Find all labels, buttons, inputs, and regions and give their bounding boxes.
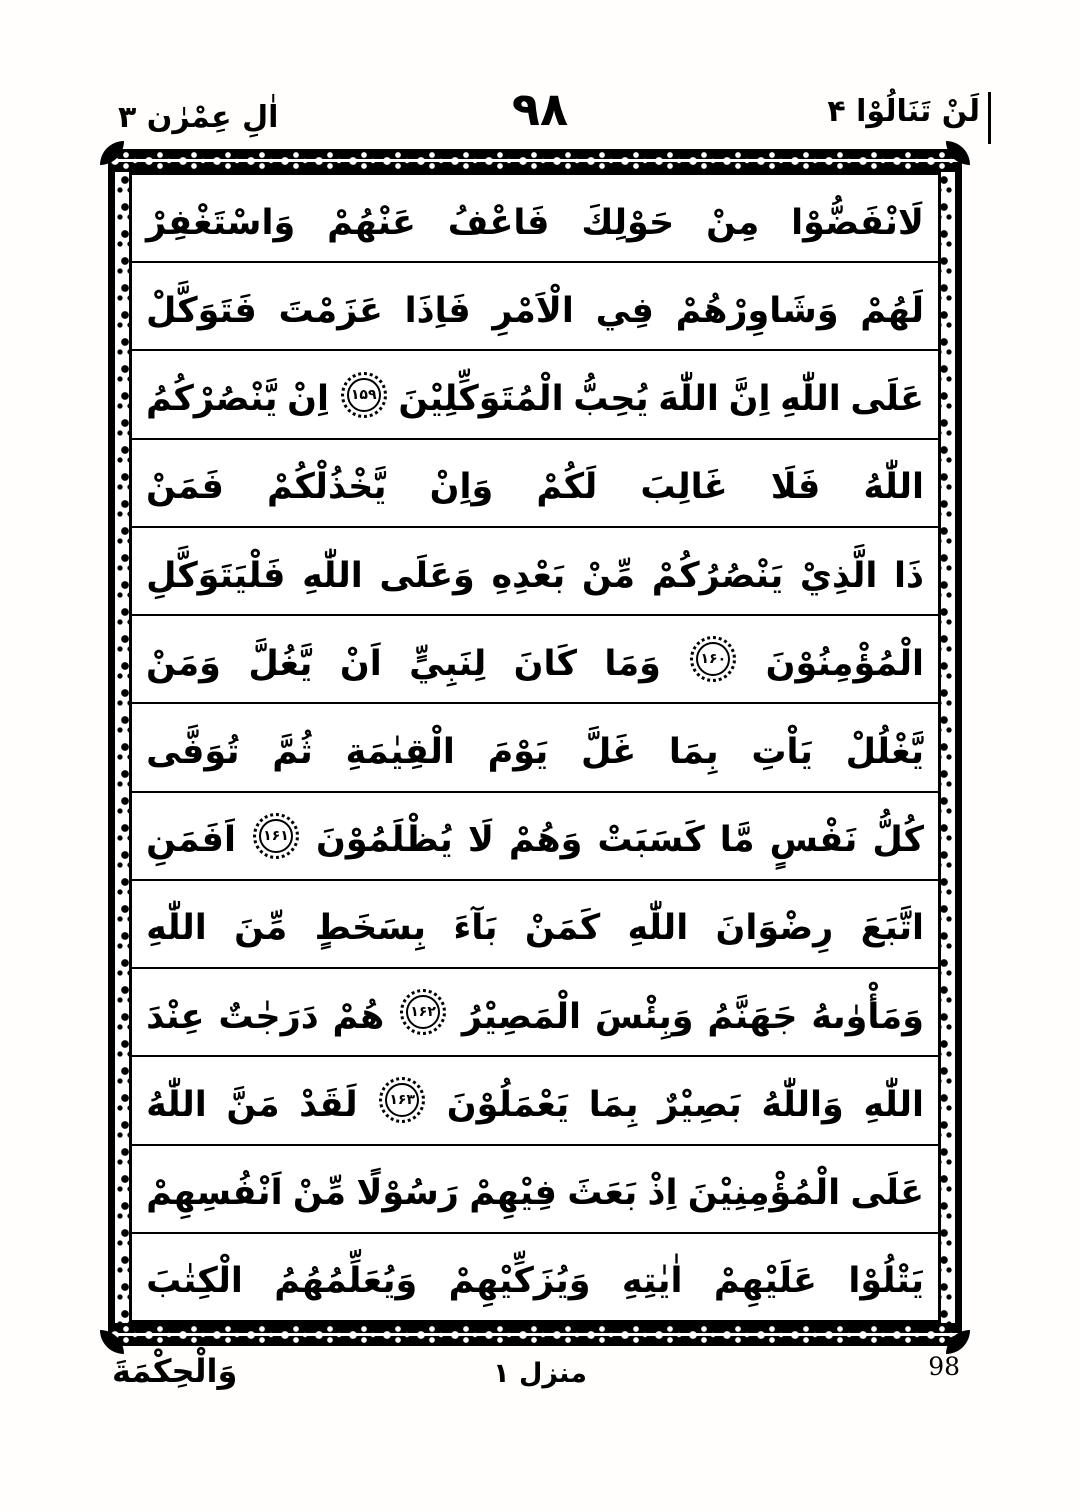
quran-word: كُلُّ <box>872 820 924 861</box>
header-surah-title: اٰلِ عِمْرٰن ۳ <box>118 100 279 135</box>
quran-word: الْقِيٰمَةِ <box>345 732 455 773</box>
quran-line-text <box>146 196 924 241</box>
quran-word: وَعَلَى <box>379 555 475 596</box>
footer-page-number-latin: 98 <box>928 1352 960 1381</box>
quran-word: مَنَّ <box>226 1084 280 1125</box>
quran-line-8 <box>132 793 938 881</box>
quran-word: يَعْمَلُوْنَ <box>446 1084 570 1125</box>
header-juz-title: لَنْ تَنَالُوْا ۴ <box>827 94 980 129</box>
quran-word: مِّنَ <box>234 908 288 949</box>
quran-line-4 <box>132 440 938 528</box>
quran-text-area <box>129 172 941 1323</box>
quran-word: الَّذِيْ <box>799 555 878 596</box>
quran-line-text <box>146 636 924 682</box>
quran-word: يَّنْصُرْكُمُ <box>146 379 278 420</box>
quran-word: وَبِئْسَ <box>594 996 694 1037</box>
ayah-number: ۱۶۰ <box>696 642 730 676</box>
quran-word: بَآءَ <box>453 908 498 949</box>
ayah-end-medallion <box>341 372 387 418</box>
quran-word: فِيْهِمْ <box>469 1173 557 1214</box>
ayah-number: ۱۶۱ <box>259 819 293 853</box>
quran-word: وَهُمْ <box>508 820 583 861</box>
quran-word: وَمَا <box>604 643 661 684</box>
quran-word: كَمَنْ <box>524 908 601 949</box>
quran-word: اللّٰهِ <box>146 908 207 949</box>
quran-word: يَاْتِ <box>751 732 813 773</box>
quran-word: اِنْ <box>287 379 330 420</box>
quran-word: وَمَنْ <box>146 643 221 684</box>
quran-word: عَلَى <box>850 379 924 420</box>
quran-word: بِمَا <box>668 732 719 773</box>
ayah-number: ۱۶۳ <box>385 1083 419 1117</box>
quran-line-7 <box>132 704 938 792</box>
quran-line-text <box>146 460 924 508</box>
quran-word: فَتَوَكَّلْ <box>146 290 257 331</box>
quran-line-text <box>146 549 924 594</box>
ornamental-frame <box>108 149 962 1346</box>
frame-bottom-band <box>108 1323 962 1346</box>
quran-word: كَانَ <box>513 643 577 684</box>
quran-word: عَزَمْتَ <box>278 290 383 331</box>
quran-line-text <box>146 901 924 949</box>
quran-word: بَعْدِهِ <box>491 555 566 596</box>
ayah-number: ۱۶۲ <box>406 995 440 1029</box>
quran-word: اللّٰهُ <box>146 1084 207 1125</box>
quran-line-11 <box>132 1057 938 1145</box>
quran-line-text <box>146 284 924 329</box>
quran-word: الْكِتٰبَ <box>146 1261 243 1302</box>
quran-word: اَفَمَنِ <box>146 820 236 861</box>
quran-word: لِنَبِيٍّ <box>409 643 487 684</box>
quran-word: الْمُؤْمِنُوْنَ <box>765 643 924 684</box>
quran-word: جَهَنَّمُ <box>707 996 798 1037</box>
quran-word: نَفْسٍ <box>769 820 858 861</box>
quran-word: اللّٰهَ <box>658 379 719 420</box>
quran-line-text <box>146 725 924 773</box>
quran-word: اَنْ <box>339 643 382 684</box>
quran-word: يَتْلُوْا <box>848 1261 924 1302</box>
quran-word: فَمَنْ <box>146 467 224 508</box>
quran-word: اٰيٰتِهِ <box>621 1261 683 1302</box>
quran-word: مِنْ <box>706 202 760 243</box>
quran-word: اتَّبَعَ <box>860 908 924 949</box>
quran-word: غَلَّ <box>581 732 637 773</box>
quran-word: يُظْلَمُوْنَ <box>316 820 453 861</box>
quran-word: هُمْ <box>332 996 385 1037</box>
frame-top-band <box>108 149 962 172</box>
quran-word: وَاِنْ <box>429 467 494 508</box>
quran-line-6 <box>132 616 938 704</box>
quran-word: بِسَخَطٍ <box>314 908 427 949</box>
quran-line-12 <box>132 1146 938 1234</box>
header-edge-mark <box>988 92 991 144</box>
quran-word: وَاللّٰهُ <box>761 1084 844 1125</box>
quran-word: حَوْلِكَ <box>581 202 675 243</box>
quran-word: فَلَا <box>770 467 821 508</box>
quran-line-5 <box>132 528 938 616</box>
quran-word: وَيُعَلِّمُهُمُ <box>274 1261 418 1302</box>
quran-line-13 <box>132 1234 938 1320</box>
quran-line-text <box>146 1077 924 1123</box>
quran-line-text <box>146 1166 924 1214</box>
quran-word: مَّا <box>719 820 755 861</box>
quran-word: فَاعْفُ <box>447 202 550 243</box>
quran-line-9 <box>132 881 938 969</box>
quran-line-2 <box>132 263 938 351</box>
quran-word: فِي <box>595 290 654 331</box>
quran-word: يَّغْلُلْ <box>845 732 924 773</box>
quran-word: دَرَجٰتٌ <box>218 996 319 1037</box>
quran-word: اللّٰهِ <box>780 379 841 420</box>
quran-word: اَنْفُسِهِمْ <box>146 1173 283 1214</box>
quran-word: بِمَا <box>588 1084 639 1125</box>
quran-word: لَقَدْ <box>299 1084 358 1125</box>
quran-word: اللّٰهِ <box>863 1084 924 1125</box>
quran-word: اللّٰهُ <box>863 467 924 508</box>
quran-line-1 <box>132 175 938 263</box>
ayah-end-medallion <box>379 1077 425 1123</box>
quran-word: وَاسْتَغْفِرْ <box>146 202 296 243</box>
quran-word: عَنْهُمْ <box>327 202 416 243</box>
quran-line-text <box>146 1254 924 1302</box>
quran-word: ثُمَّ <box>272 732 313 773</box>
quran-word: يَوْمَ <box>487 732 549 773</box>
ayah-number: ۱۵۹ <box>347 378 381 412</box>
quran-word: مِّنْ <box>581 555 636 596</box>
quran-word: رِضْوَانَ <box>715 908 834 949</box>
quran-line-3 <box>132 351 938 439</box>
ayah-end-medallion <box>400 989 446 1035</box>
quran-word: لَا <box>467 820 494 861</box>
quran-word: الْمَصِيْرُ <box>461 996 582 1037</box>
footer-manzil-label: منزل ۱ <box>493 1358 587 1389</box>
quran-word: غَالِبَ <box>640 467 728 508</box>
quran-word: اللّٰهِ <box>302 555 363 596</box>
quran-word: فَلْيَتَوَكَّلِ <box>146 555 286 596</box>
ayah-end-medallion <box>690 636 736 682</box>
quran-word: لَهُمْ <box>860 290 924 331</box>
header-page-number-arabic: ۹۸ <box>511 82 569 136</box>
quran-word: عَلَيْهِمْ <box>713 1261 817 1302</box>
quran-word: الْاَمْرِ <box>492 290 574 331</box>
quran-word: لَانْفَضُّوْا <box>791 202 924 243</box>
quran-word: يَّخْذُلْكُمْ <box>267 467 387 508</box>
quran-line-text <box>146 989 924 1035</box>
quran-word: وَشَاوِرْهُمْ <box>675 290 839 331</box>
quran-word: عَلَى <box>850 1173 924 1214</box>
quran-word: ذَا <box>894 555 924 596</box>
footer-catchword: وَالْحِكْمَةَ <box>112 1352 238 1390</box>
quran-word: يَّغُلَّ <box>248 643 313 684</box>
quran-word: يُحِبُّ <box>573 379 649 420</box>
quran-line-text <box>146 813 924 859</box>
quran-word: كَسَبَتْ <box>597 820 705 861</box>
quran-word: اللّٰهِ <box>627 908 689 949</box>
quran-word: رَسُوْلًا <box>356 1173 459 1214</box>
quran-word: بَصِيْرٌ <box>658 1084 742 1125</box>
quran-line-10 <box>132 969 938 1057</box>
quran-word: اِنَّ <box>728 379 771 420</box>
quran-word: فَاِذَا <box>404 290 471 331</box>
quran-word: تُوَفَّى <box>146 732 240 773</box>
quran-word: وَيُزَكِّيْهِمْ <box>448 1261 591 1302</box>
quran-word: الْمُتَوَكِّلِيْنَ <box>398 379 564 420</box>
quran-word: مِّنْ <box>292 1173 347 1214</box>
quran-word: الْمُؤْمِنِيْنَ <box>687 1173 841 1214</box>
quran-word: عِنْدَ <box>146 996 205 1037</box>
quran-word: اِذْ <box>647 1173 678 1214</box>
quran-word: لَكُمْ <box>536 467 598 508</box>
quran-word: بَعَثَ <box>567 1173 638 1214</box>
quran-word: وَمَأْوٰىهُ <box>811 996 924 1037</box>
ayah-end-medallion <box>253 813 299 859</box>
quran-line-text <box>146 372 924 418</box>
quran-word: يَنْصُرُكُمْ <box>651 555 784 596</box>
